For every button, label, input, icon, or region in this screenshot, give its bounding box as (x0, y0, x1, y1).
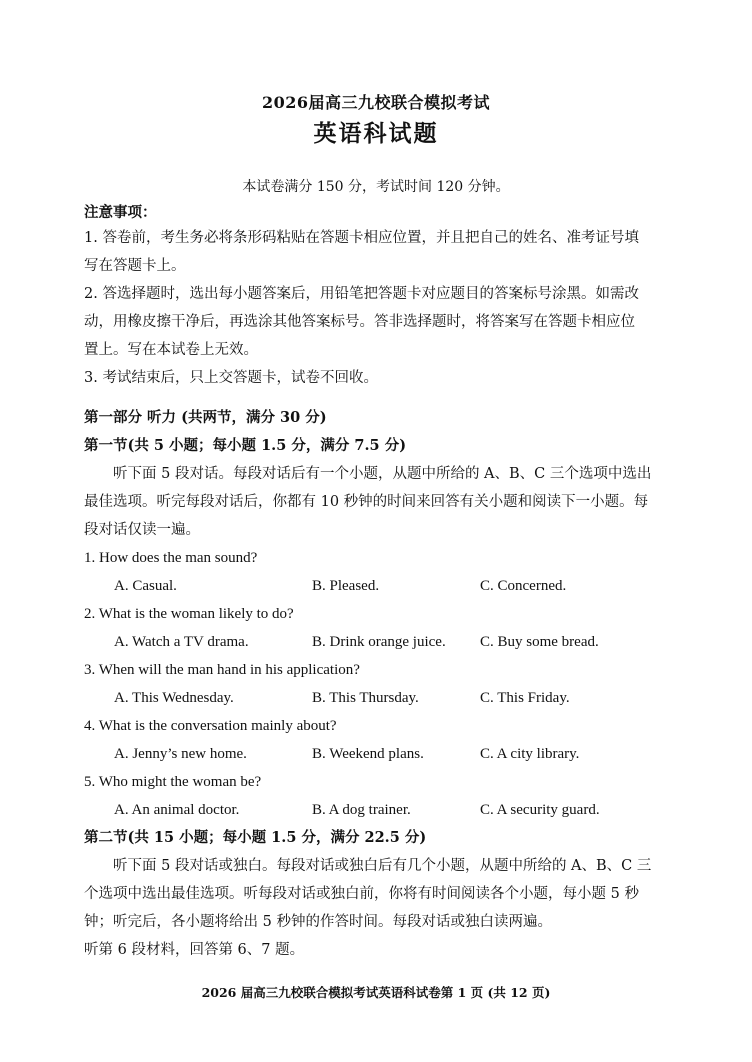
notice-line: 动，用橡皮擦干净后，再选涂其他答案标号。答非选择题时，将答案写在答题卡相应位 (84, 314, 635, 330)
question-options (84, 796, 670, 824)
option-a: A. Jenny’s new home. (114, 746, 247, 762)
option-a: A. Casual. (114, 578, 177, 594)
option-a: A. Watch a TV drama. (114, 634, 249, 650)
option-c: C. A security guard. (480, 802, 600, 818)
question-stem: 2. What is the woman likely to do? (84, 606, 294, 622)
part1-section (84, 404, 670, 964)
question-stem: 5. Who might the woman be? (84, 774, 262, 790)
question-options (84, 572, 670, 600)
section2-instruction: 个选项中选出最佳选项。听每段对话或独白前，你将有时间阅读各个小题，每小题 5 秒 (84, 886, 639, 902)
option-c: C. This Friday. (480, 690, 570, 706)
option-c: C. Concerned. (480, 578, 567, 594)
section2-instruction: 听下面 5 段对话或独白。每段对话或独白后有几个小题，从题中所给的 A、B、C 三 (113, 858, 652, 874)
option-a: A. An animal doctor. (114, 802, 240, 818)
notice-line: 3. 考试结束后，只上交答题卡，试卷不回收。 (84, 370, 378, 386)
option-a: A. This Wednesday. (114, 690, 234, 706)
notice-line: 1. 答卷前，考生务必将条形码粘贴在答题卡相应位置，并且把自己的姓名、准考证号填 (84, 230, 639, 246)
notice-line: 2. 答选择题时，选出每小题答案后，用铅笔把答题卡对应题目的答案标号涂黑。如需改 (84, 286, 639, 302)
option-b: B. This Thursday. (312, 690, 419, 706)
section1-heading: 第一节(共 5 小题；每小题 1.5 分，满分 7.5 分) (84, 437, 407, 454)
question-options (84, 740, 670, 768)
section1-instruction: 最佳选项。听完每段对话后，你都有 10 秒钟的时间来回答有关小题和阅读下一小题。每 (84, 494, 649, 510)
notice-section (84, 202, 670, 392)
question-options (84, 684, 670, 712)
option-b: B. A dog trainer. (312, 802, 411, 818)
subject-title: 英语科试题 (313, 120, 439, 147)
option-b: B. Pleased. (312, 578, 380, 594)
option-c: C. Buy some bread. (480, 634, 599, 650)
section1-instruction: 段对话仅读一遍。 (84, 522, 200, 538)
page-footer: 2026 届高三九校联合模拟考试英语科试卷第 1 页 (共 12 页) (201, 985, 551, 1000)
notice-line: 置上。写在本试卷上无效。 (84, 342, 258, 358)
option-b: B. Weekend plans. (312, 746, 424, 762)
question-stem: 4. What is the conversation mainly about? (84, 718, 337, 734)
notice-heading: 注意事项： (84, 204, 157, 221)
section2-heading: 第二节(共 15 小题；每小题 1.5 分，满分 22.5 分) (84, 829, 427, 846)
question-options (84, 628, 670, 656)
question-stem: 3. When will the man hand in his application? (84, 662, 360, 678)
option-b: B. Drink orange juice. (312, 634, 446, 650)
option-c: C. A city library. (480, 746, 580, 762)
notice-line: 写在答题卡上。 (84, 258, 186, 274)
material-note: 听第 6 段材料，回答第 6、7 题。 (84, 942, 305, 958)
exam-info: 本试卷满分 150 分，考试时间 120 分钟。 (242, 179, 510, 195)
exam-title: 2026届高三九校联合模拟考试 (261, 93, 491, 112)
question-stem: 1. How does the man sound? (84, 550, 258, 566)
section1-instruction: 听下面 5 段对话。每段对话后有一个小题，从题中所给的 A、B、C 三个选项中选出 (113, 466, 652, 482)
section2-instruction: 钟；听完后，各小题将给出 5 秒钟的作答时间。每段对话或独白读两遍。 (84, 914, 552, 930)
part1-heading: 第一部分 听力 (共两节，满分 30 分) (84, 409, 327, 426)
